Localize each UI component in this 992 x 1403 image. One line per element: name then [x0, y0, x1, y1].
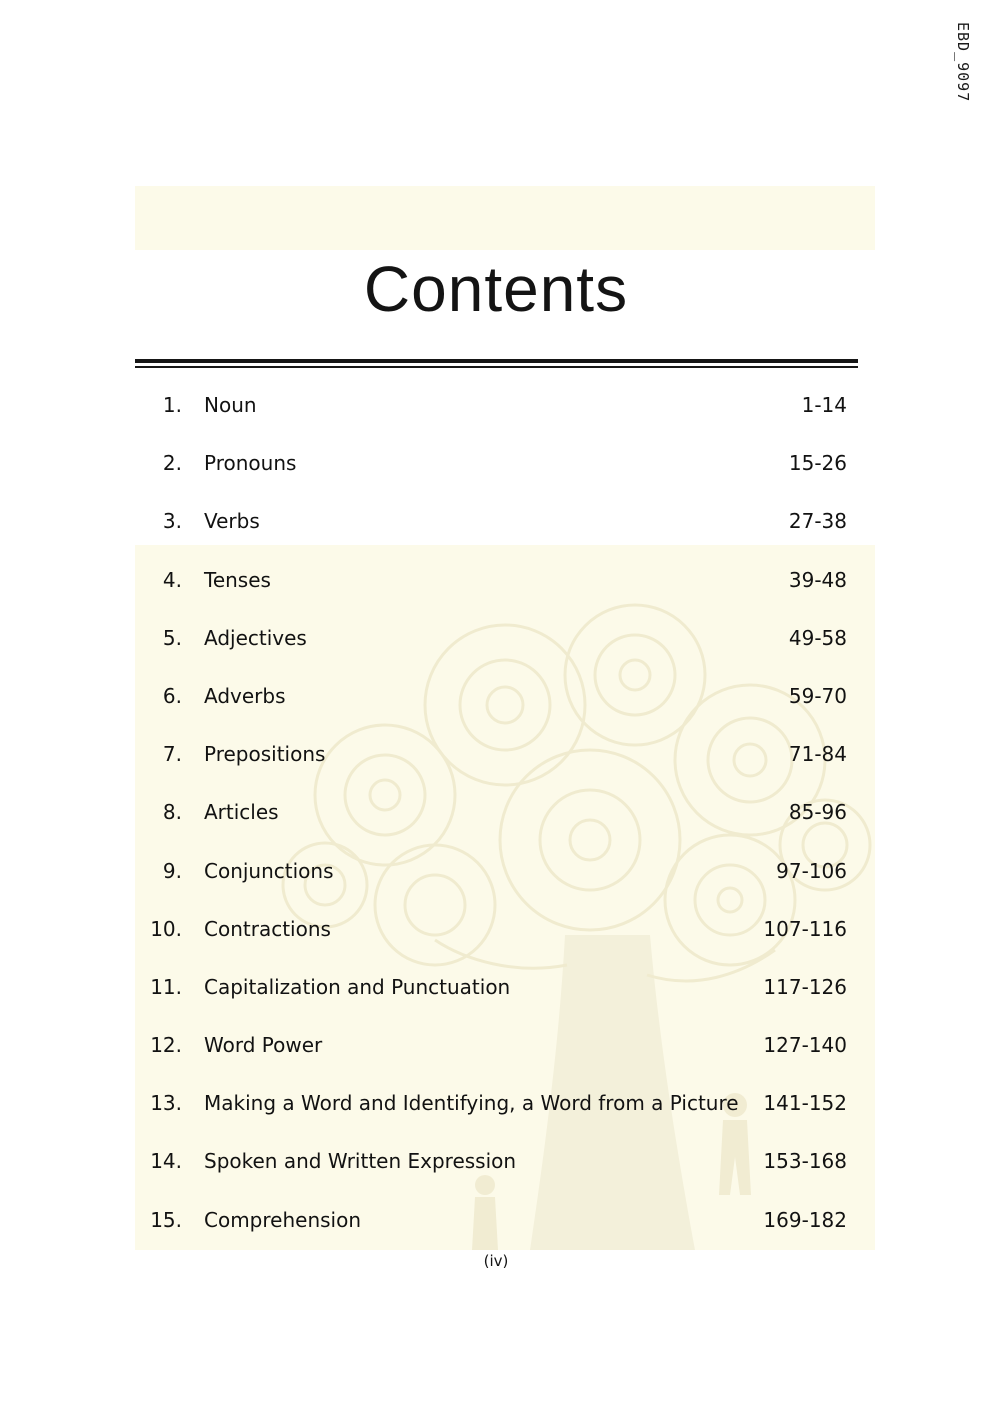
toc-entry-number: 8.: [162, 800, 182, 825]
toc-entry-pages: 39-48: [788, 567, 847, 592]
toc-entry: [135, 667, 847, 725]
toc-entry-number: 13.: [150, 1091, 182, 1116]
toc-entry: [135, 900, 847, 958]
toc-entry-number: 11.: [150, 974, 182, 999]
toc-entry-title: Noun: [204, 393, 257, 417]
toc-entry: [135, 783, 847, 841]
toc-entry: [135, 1016, 847, 1074]
toc-entry-pages: 97-106: [776, 858, 847, 883]
toc-entry-pages: 85-96: [788, 800, 847, 825]
toc-entry-pages: 71-84: [788, 742, 847, 767]
toc-entry-title: Tenses: [204, 567, 271, 592]
toc-entry-title: Adverbs: [204, 683, 286, 708]
toc-entry-pages: 127-140: [763, 1033, 847, 1058]
toc-entry: [135, 609, 847, 667]
toc-entry-pages: 141-152: [763, 1091, 847, 1116]
toc-entry-title: Capitalization and Punctuation: [204, 974, 511, 999]
toc-entry-title: Contractions: [204, 916, 331, 941]
page-folio: (iv): [483, 1252, 509, 1270]
toc-entry-title: Prepositions: [204, 742, 326, 767]
toc-entry-pages: 15-26: [788, 451, 847, 476]
toc-entry-number: 7.: [162, 742, 182, 767]
toc-list: [135, 376, 847, 1249]
toc-entry-number: 6.: [162, 683, 182, 708]
toc-entry: [135, 551, 847, 609]
toc-entry: [135, 725, 847, 783]
toc-entry-number: 15.: [150, 1207, 182, 1232]
toc-entry: [135, 492, 847, 550]
page-title: Contents: [363, 253, 629, 325]
toc-entry-pages: 59-70: [788, 683, 847, 708]
toc-entry-number: 9.: [162, 858, 182, 883]
toc-entry: [135, 1074, 847, 1132]
toc-entry-title: Making a Word and Identifying, a Word from a Picture: [204, 1091, 739, 1116]
toc-entry-number: 10.: [150, 916, 182, 941]
toc-entry-number: 4.: [162, 567, 182, 592]
toc-entry: [135, 434, 847, 492]
edition-code-label: EBD_9097: [954, 22, 972, 103]
toc-entry-pages: 153-168: [763, 1149, 847, 1174]
toc-entry-number: 5.: [162, 625, 182, 650]
toc-entry-number: 2.: [162, 451, 182, 476]
toc-entry-title: Word Power: [204, 1033, 323, 1058]
toc-entry-pages: 49-58: [788, 625, 847, 650]
toc-entry-title: Pronouns: [204, 451, 297, 476]
toc-entry-title: Spoken and Written Expression: [204, 1149, 517, 1174]
toc-entry-title: Conjunctions: [204, 858, 334, 883]
title-divider-rule: [135, 359, 858, 368]
toc-entry: [135, 1191, 847, 1249]
toc-entry-pages: 107-116: [763, 916, 847, 941]
toc-entry: [135, 376, 847, 434]
toc-entry: [135, 1132, 847, 1190]
toc-entry-title: Adjectives: [204, 625, 307, 650]
toc-entry-title: Comprehension: [204, 1207, 362, 1232]
toc-entry-number: 14.: [150, 1149, 182, 1174]
toc-entry-pages: 117-126: [763, 974, 847, 999]
toc-entry: [135, 958, 847, 1016]
toc-entry-title: Verbs: [204, 509, 260, 534]
toc-entry-pages: 169-182: [763, 1207, 847, 1232]
toc-entry-pages: 27-38: [788, 509, 847, 534]
toc-entry-title: Articles: [204, 800, 279, 825]
toc-entry-number: 12.: [150, 1033, 182, 1058]
cream-header-band: [135, 186, 875, 250]
toc-entry-pages: 1-14: [801, 393, 847, 417]
toc-entry-number: 1.: [162, 393, 182, 417]
toc-entry: [135, 842, 847, 900]
toc-entry-number: 3.: [162, 509, 182, 534]
